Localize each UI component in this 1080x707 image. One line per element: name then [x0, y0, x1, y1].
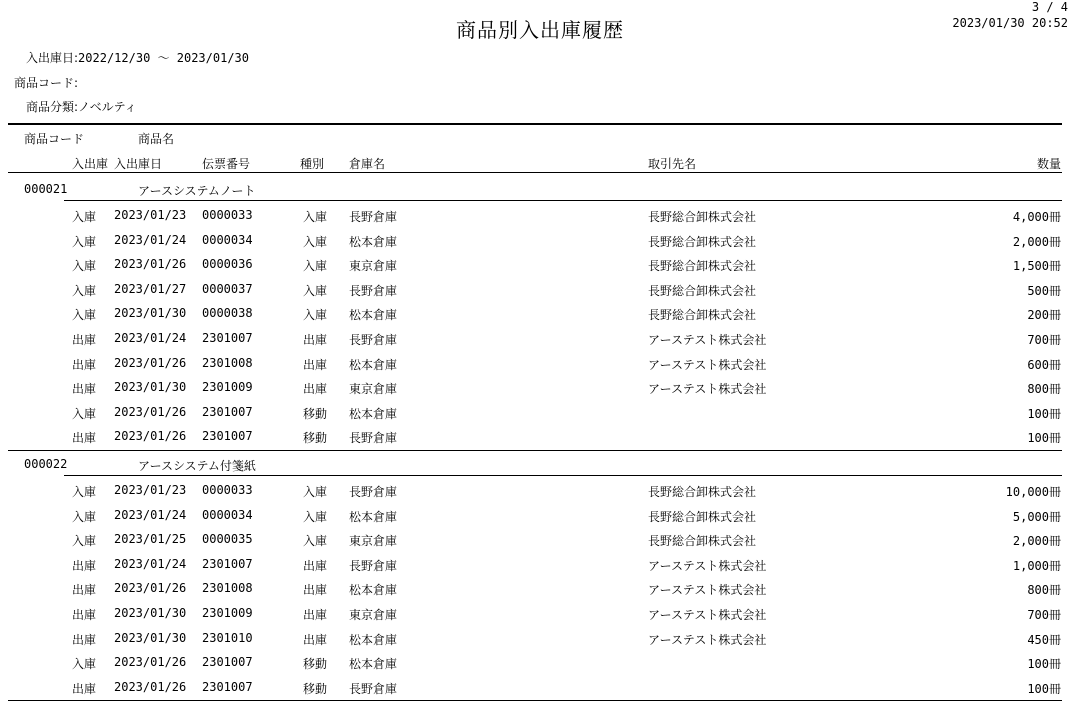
cell-qty: 100冊	[1027, 431, 1061, 445]
cell-partner: アーステスト株式会社	[648, 633, 767, 647]
group-name-rule	[64, 200, 1062, 201]
cell-inout: 出庫	[72, 682, 97, 696]
cell-kind: 出庫	[303, 608, 328, 622]
col-inout: 入出庫	[72, 157, 109, 171]
cell-qty: 5,000冊	[1012, 510, 1061, 524]
cell-warehouse: 長野倉庫	[349, 210, 398, 224]
cell-warehouse: 松本倉庫	[349, 358, 398, 372]
period-filter	[26, 49, 249, 66]
cell-date: 2023/01/24	[114, 557, 187, 571]
cell-kind: 移動	[303, 407, 328, 421]
header-top-rule	[8, 123, 1062, 125]
col-warehouse: 倉庫名	[349, 157, 386, 171]
cell-slip: 0000034	[202, 233, 253, 247]
cell-date: 2023/01/26	[114, 356, 187, 370]
cell-date: 2023/01/26	[114, 581, 187, 595]
cell-slip: 0000033	[202, 208, 253, 222]
cell-warehouse: 長野倉庫	[349, 431, 398, 445]
cell-warehouse: 東京倉庫	[349, 534, 398, 548]
cell-qty: 100冊	[1027, 682, 1061, 696]
cell-partner: アーステスト株式会社	[648, 382, 767, 396]
cell-slip: 2301007	[202, 680, 253, 694]
cell-inout: 入庫	[72, 308, 97, 322]
cell-slip: 2301007	[202, 429, 253, 443]
col-partner: 取引先名	[648, 157, 697, 171]
col-date: 入出庫日	[114, 157, 163, 171]
cell-slip: 0000035	[202, 532, 253, 546]
cell-inout: 入庫	[72, 485, 97, 499]
cell-partner: 長野総合卸株式会社	[648, 510, 757, 524]
cell-partner: アーステスト株式会社	[648, 358, 767, 372]
cell-slip: 2301007	[202, 655, 253, 669]
cell-inout: 出庫	[72, 382, 97, 396]
cell-slip: 0000038	[202, 306, 253, 320]
cell-kind: 出庫	[303, 559, 328, 573]
cell-warehouse: 松本倉庫	[349, 407, 398, 421]
cell-slip: 2301008	[202, 356, 253, 370]
cell-date: 2023/01/27	[114, 282, 187, 296]
cell-kind: 出庫	[303, 333, 328, 347]
cell-inout: 出庫	[72, 333, 97, 347]
cell-warehouse: 松本倉庫	[349, 633, 398, 647]
cell-warehouse: 東京倉庫	[349, 382, 398, 396]
cell-partner: 長野総合卸株式会社	[648, 284, 757, 298]
col-qty: 数量	[1036, 157, 1061, 171]
cell-kind: 入庫	[303, 284, 328, 298]
cell-partner: 長野総合卸株式会社	[648, 259, 757, 273]
group-name: アースシステムノート	[138, 184, 256, 198]
cell-qty: 200冊	[1027, 308, 1061, 322]
category-filter	[26, 98, 137, 115]
cell-kind: 出庫	[303, 583, 328, 597]
cell-date: 2023/01/30	[114, 606, 187, 620]
cell-qty: 10,000冊	[1005, 485, 1061, 499]
cell-slip: 0000037	[202, 282, 253, 296]
cell-qty: 2,000冊	[1012, 534, 1061, 548]
cell-kind: 出庫	[303, 358, 328, 372]
cell-qty: 700冊	[1027, 333, 1061, 347]
cell-slip: 2301010	[202, 631, 253, 645]
cell-inout: 出庫	[72, 431, 97, 445]
cell-inout: 出庫	[72, 559, 97, 573]
cell-warehouse: 長野倉庫	[349, 559, 398, 573]
cell-partner: アーステスト株式会社	[648, 583, 767, 597]
cell-warehouse: 松本倉庫	[349, 510, 398, 524]
cell-kind: 入庫	[303, 534, 328, 548]
cell-inout: 出庫	[72, 358, 97, 372]
cell-warehouse: 松本倉庫	[349, 235, 398, 249]
cell-qty: 1,000冊	[1012, 559, 1061, 573]
cell-date: 2023/01/26	[114, 680, 187, 694]
col-kind: 種別	[300, 157, 325, 171]
cell-partner: 長野総合卸株式会社	[648, 485, 757, 499]
cell-warehouse: 松本倉庫	[349, 657, 398, 671]
cell-date: 2023/01/26	[114, 257, 187, 271]
category-label: 商品分類:	[26, 100, 79, 114]
cell-inout: 入庫	[72, 210, 97, 224]
cell-kind: 移動	[303, 682, 328, 696]
cell-qty: 100冊	[1027, 657, 1061, 671]
cell-warehouse: 松本倉庫	[349, 308, 398, 322]
period-label: 入出庫日:	[26, 51, 79, 65]
cell-partner: 長野総合卸株式会社	[648, 308, 757, 322]
cell-inout: 入庫	[72, 284, 97, 298]
cell-kind: 移動	[303, 431, 328, 445]
cell-inout: 入庫	[72, 510, 97, 524]
cell-date: 2023/01/26	[114, 405, 187, 419]
report-title: 商品別入出庫履歴	[456, 18, 624, 42]
printed-datetime: 2023/01/30 20:52	[952, 16, 1068, 30]
cell-partner: アーステスト株式会社	[648, 559, 767, 573]
cell-slip: 2301007	[202, 405, 253, 419]
cell-warehouse: 長野倉庫	[349, 485, 398, 499]
cell-slip: 2301007	[202, 331, 253, 345]
cell-qty: 100冊	[1027, 407, 1061, 421]
group-name-rule	[64, 475, 1062, 476]
col-product-code: 商品コード	[24, 132, 85, 146]
cell-slip: 0000034	[202, 508, 253, 522]
cell-date: 2023/01/23	[114, 483, 187, 497]
cell-qty: 500冊	[1027, 284, 1061, 298]
cell-date: 2023/01/24	[114, 331, 187, 345]
cell-kind: 出庫	[303, 382, 328, 396]
cell-qty: 800冊	[1027, 583, 1061, 597]
category-value: ノベルティ	[78, 100, 137, 114]
cell-inout: 出庫	[72, 608, 97, 622]
cell-date: 2023/01/25	[114, 532, 187, 546]
cell-inout: 出庫	[72, 633, 97, 647]
cell-qty: 4,000冊	[1012, 210, 1061, 224]
cell-kind: 移動	[303, 657, 328, 671]
group-code: 000021	[24, 182, 68, 196]
product-code-filter	[14, 74, 78, 91]
cell-warehouse: 長野倉庫	[349, 333, 398, 347]
group-code: 000022	[24, 457, 68, 471]
page-number: 3 / 4	[1031, 0, 1068, 14]
cell-kind: 入庫	[303, 308, 328, 322]
cell-slip: 0000036	[202, 257, 253, 271]
cell-inout: 入庫	[72, 657, 97, 671]
col-slip: 伝票番号	[202, 157, 251, 171]
group-separator-rule	[8, 450, 1062, 451]
cell-warehouse: 長野倉庫	[349, 284, 398, 298]
cell-kind: 入庫	[303, 259, 328, 273]
cell-date: 2023/01/23	[114, 208, 187, 222]
cell-date: 2023/01/24	[114, 233, 187, 247]
header-bottom-rule	[8, 172, 1062, 173]
cell-qty: 2,000冊	[1012, 235, 1061, 249]
cell-slip: 0000033	[202, 483, 253, 497]
cell-inout: 入庫	[72, 534, 97, 548]
cell-warehouse: 東京倉庫	[349, 608, 398, 622]
cell-date: 2023/01/30	[114, 306, 187, 320]
cell-date: 2023/01/24	[114, 508, 187, 522]
cell-slip: 2301007	[202, 557, 253, 571]
cell-date: 2023/01/26	[114, 655, 187, 669]
cell-slip: 2301008	[202, 581, 253, 595]
cell-inout: 入庫	[72, 235, 97, 249]
cell-qty: 450冊	[1027, 633, 1061, 647]
cell-partner: 長野総合卸株式会社	[648, 210, 757, 224]
cell-qty: 1,500冊	[1012, 259, 1061, 273]
cell-inout: 出庫	[72, 583, 97, 597]
cell-partner: 長野総合卸株式会社	[648, 235, 757, 249]
group-name: アースシステム付箋紙	[138, 459, 256, 473]
cell-kind: 入庫	[303, 485, 328, 499]
cell-kind: 入庫	[303, 235, 328, 249]
period-value: 2022/12/30 ～ 2023/01/30	[78, 51, 249, 65]
cell-warehouse: 長野倉庫	[349, 682, 398, 696]
cell-kind: 出庫	[303, 633, 328, 647]
cell-slip: 2301009	[202, 606, 253, 620]
cell-date: 2023/01/26	[114, 429, 187, 443]
cell-warehouse: 松本倉庫	[349, 583, 398, 597]
cell-warehouse: 東京倉庫	[349, 259, 398, 273]
cell-partner: アーステスト株式会社	[648, 333, 767, 347]
cell-partner: アーステスト株式会社	[648, 608, 767, 622]
cell-qty: 600冊	[1027, 358, 1061, 372]
cell-date: 2023/01/30	[114, 380, 187, 394]
footer-rule	[8, 700, 1062, 701]
cell-kind: 入庫	[303, 210, 328, 224]
cell-inout: 入庫	[72, 259, 97, 273]
cell-qty: 800冊	[1027, 382, 1061, 396]
cell-inout: 入庫	[72, 407, 97, 421]
product-code-label: 商品コード:	[14, 76, 79, 90]
cell-qty: 700冊	[1027, 608, 1061, 622]
cell-date: 2023/01/30	[114, 631, 187, 645]
col-product-name: 商品名	[138, 132, 175, 146]
cell-slip: 2301009	[202, 380, 253, 394]
cell-partner: 長野総合卸株式会社	[648, 534, 757, 548]
cell-kind: 入庫	[303, 510, 328, 524]
